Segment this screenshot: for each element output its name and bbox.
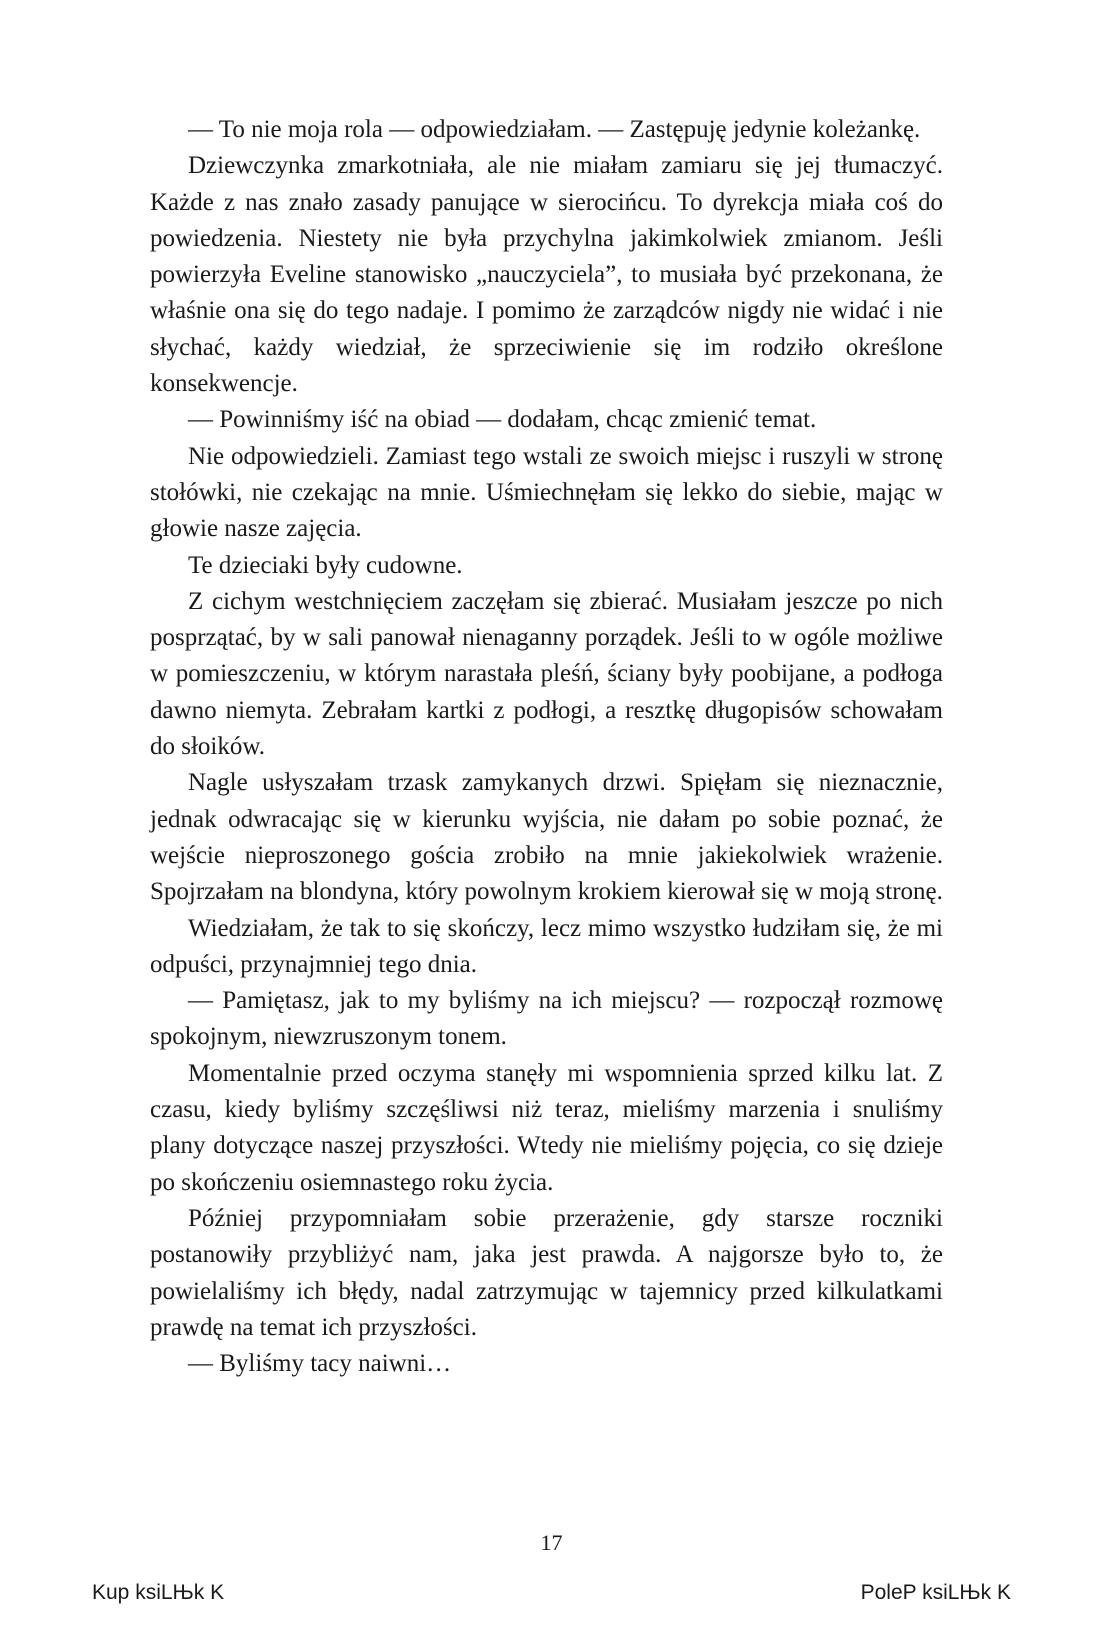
paragraph: — Pamiętasz, jak to my byliśmy na ich miejscu? — rozpoczął rozmowę spokojnym, niewzruszonym tonem. [150,987,943,1051]
paragraph: — To nie moja rola — odpowiedziałam. — Zastępuję jedynie koleżankę. [188,116,921,143]
page-number: 17 [540,1530,563,1555]
paragraph: — Powinniśmy iść na obiad — dodałam, chcąc zmienić temat. [188,406,817,434]
paragraph: Wiedziałam, że tak to się skończy, lecz mimo wszystko łudziłam się, że mi odpuści, przynajmniej tego dnia. [150,914,943,978]
paragraph: Te dzieciaki były cudowne. [188,551,463,579]
paragraph: Nagle usłyszałam trzask zamykanych drzwi. Spięłam się nieznacznie, jednak odwracając się w kierunku wyjścia, nie dałam po sobie poznać, że wejście nieproszonego gościa zrobiło na mnie jakiekolwiek wrażenie. Spojrzałam na blondyna, który powolnym krokiem kierował się w moją stronę. [150,769,943,906]
paragraph: Dziewczynka zmarkotniała, ale nie miałam zamiaru się jej tłumaczyć. Każde z nas znało zasady panujące w sierocińcu. To dyrekcja miała coś do powiedzenia. Niestety nie była przychylna jakimkolwiek zmianom. Jeśli powierzyła Eveline stanowisko „nauczyciela”, to musiała być przekonana, że właśnie ona się do tego nadaje. I pomimo że zarządców nigdy nie widać i nie słychać, każdy wiedział, że sprzeciwienie się im rodziło określone konsekwencje. [150,152,943,398]
footer-right [861,1580,1011,1606]
paragraph: — Byliśmy tacy naiwni… [188,1350,452,1378]
paragraph: Później przypomniałam sobie przerażenie, gdy starsze roczniki postanowiły przybliżyć nam, jaka jest prawda. A najgorsze było to, że powielaliśmy ich błędy, nadal zatrzymując w tajemnicy przed kilkulatkami prawdę na temat ich przyszłości. [150,1204,943,1341]
paragraph: Momentalnie przed oczyma stanęły mi wspomnienia sprzed kilku lat. Z czasu, kiedy byliśmy szczęśliwsi niż teraz, mieliśmy marzenia i snuliśmy plany dotyczące naszej przyszłości. Wtedy nie mieliśmy pojęcia, co się dzieje po skończeniu osiemnastego roku życia. [150,1059,943,1196]
buy-book-link[interactable]: Kup ksiLЊk K [92,1581,225,1604]
page-body-text [150,112,943,1382]
paragraph: Nie odpowiedzieli. Zamiast tego wstali ze swoich miejsc i ruszyli w stronę stołówki, nie czekając na mnie. Uśmiechnęłam się lekko do siebie, mając w głowie nasze zajęcia. [150,442,943,543]
paragraph: Z cichym westchnięciem zaczęłam się zbierać. Musiałam jeszcze po nich posprzątać, by w sali panował nienaganny porządek. Jeśli to w ogóle możliwe w pomieszczeniu, w którym narastała pleśń, ściany były poobijane, a podłoga dawno niemyta. Zebrałam kartki z podłogi, a resztkę długopisów schowałam do słoików. [150,587,943,761]
footer-left [92,1580,224,1606]
recommend-book-link[interactable]: PoleP ksiLЊk K [860,1581,1011,1604]
